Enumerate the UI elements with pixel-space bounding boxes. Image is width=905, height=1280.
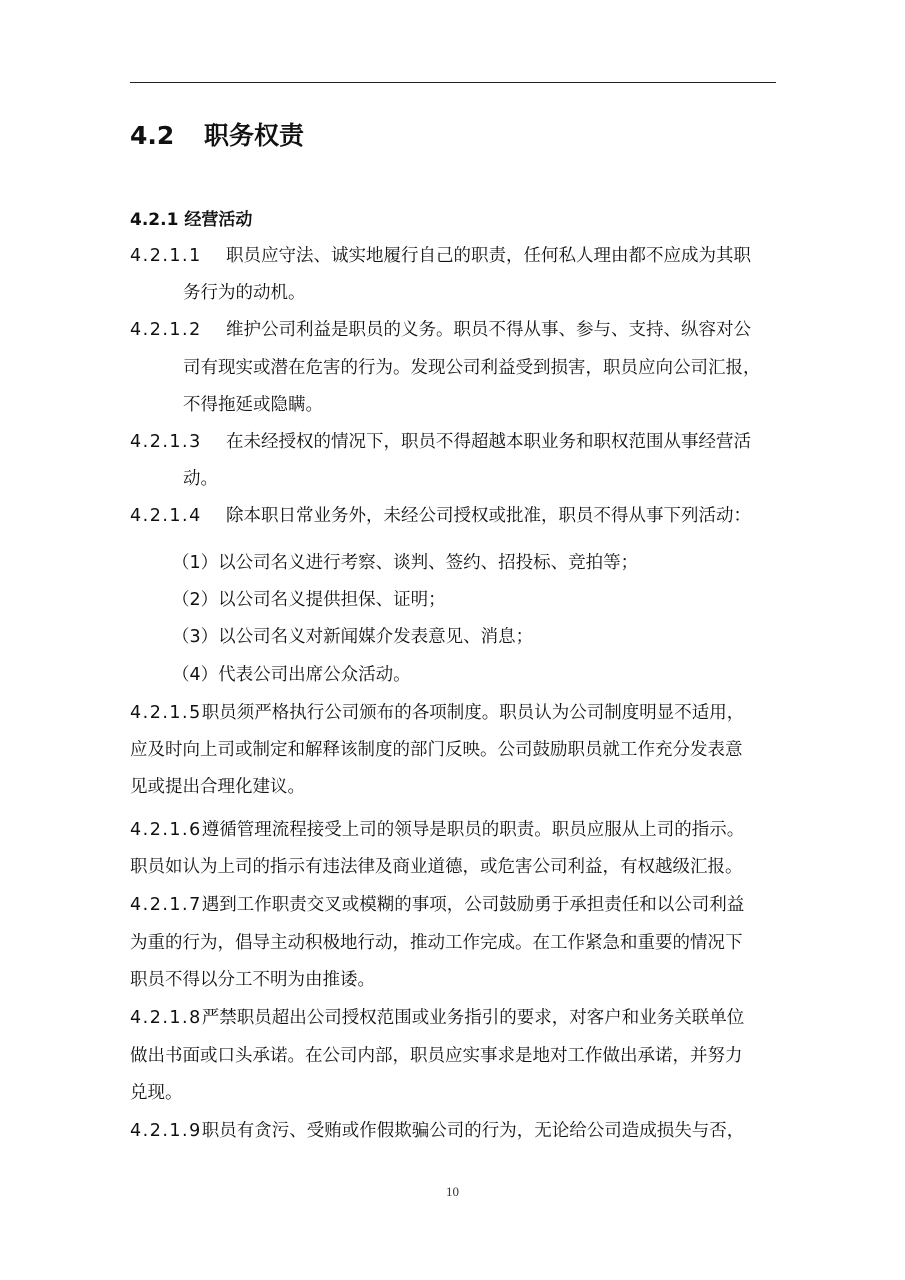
clause-text: 职员须严格执行公司颁布的各项制度。职员认为公司制度明显不适用， — [201, 703, 745, 723]
clause-4-2-1-3 — [130, 424, 751, 461]
header-rule — [130, 82, 776, 83]
clause-number: 4.2.1.6 — [130, 820, 202, 840]
clause-text: 务行为的动机。 — [183, 283, 306, 303]
clause-text: 见或提出合理化建议。 — [130, 777, 305, 797]
clause-number: 4.2.1.4 — [130, 506, 202, 526]
clause-text: 兑现。 — [130, 1083, 183, 1103]
clause-number: 4.2.1.8 — [130, 1008, 202, 1028]
clause-4-2-1-8 — [130, 1000, 744, 1037]
clause-4-2-1-2 — [130, 312, 751, 349]
section-heading — [130, 116, 304, 156]
clause-number: 4.2.1.5 — [130, 703, 202, 723]
clause-text: 司有现实或潜在危害的行为。发现公司利益受到损害，职员应向公司汇报， — [183, 358, 761, 378]
clause-text: 维护公司利益是职员的义务。职员不得从事、参与、支持、纵容对公 — [226, 320, 751, 340]
clause-text: 在未经授权的情况下，职员不得超越本职业务和职权范围从事经营活 — [226, 432, 751, 452]
clause-4-2-1-9 — [130, 1113, 744, 1150]
clause-4-2-1-4 — [130, 498, 751, 535]
clause-text: 职员有贪污、受贿或作假欺骗公司的行为，无论给公司造成损失与否， — [201, 1121, 745, 1141]
section-number: 4.2 — [130, 121, 175, 150]
clause-text: 遇到工作职责交叉或模糊的事项，公司鼓励勇于承担责任和以公司利益 — [201, 895, 745, 915]
clause-text: 严禁职员超出公司授权范围或业务指引的要求，对客户和业务关联单位 — [201, 1008, 745, 1028]
clause-4-2-1-6 — [130, 812, 744, 849]
clause-number: 4.2.1.9 — [130, 1121, 202, 1141]
clause-text: 应及时向上司或制定和解释该制度的部门反映。公司鼓励职员就工作充分发表意 — [130, 740, 743, 760]
list-item: （1）以公司名义进行考察、谈判、签约、招投标、竞拍等； — [172, 553, 639, 573]
clause-text: 遵循管理流程接受上司的领导是职员的职责。职员应服从上司的指示。 — [201, 820, 745, 840]
clause-number: 4.2.1.2 — [130, 320, 202, 340]
clause-text: 不得拖延或隐瞒。 — [183, 395, 323, 415]
clause-number: 4.2.1.3 — [130, 432, 202, 452]
clause-text: 职员如认为上司的指示有违法律及商业道德，或危害公司利益，有权越级汇报。 — [130, 857, 743, 877]
list-item: （2）以公司名义提供担保、证明； — [172, 590, 446, 610]
clause-number: 4.2.1.1 — [130, 246, 202, 266]
clause-4-2-1-7 — [130, 887, 744, 924]
clause-text: 动。 — [183, 469, 218, 489]
clause-text: 职员不得以分工不明为由推诿。 — [130, 970, 375, 990]
clause-4-2-1-5 — [130, 695, 744, 732]
clause-text: 除本职日常业务外，未经公司授权或批准，职员不得从事下列活动： — [226, 506, 751, 526]
section-title: 职务权责 — [204, 121, 305, 150]
page-number: 10 — [446, 1184, 459, 1199]
clause-text: 职员应守法、诚实地履行自己的职责，任何私人理由都不应成为其职 — [226, 246, 751, 266]
list-item: （4）代表公司出席公众活动。 — [172, 665, 411, 685]
clause-4-2-1-1 — [130, 238, 751, 275]
clause-number: 4.2.1.7 — [130, 895, 202, 915]
subsection-heading: 4.2.1 经营活动 — [130, 210, 253, 230]
clause-text: 做出书面或口头承诺。在公司内部，职员应实事求是地对工作做出承诺，并努力 — [130, 1046, 743, 1066]
clause-text: 为重的行为，倡导主动积极地行动，推动工作完成。在工作紧急和重要的情况下 — [130, 933, 743, 953]
list-item: （3）以公司名义对新闻媒介发表意见、消息； — [172, 627, 534, 647]
